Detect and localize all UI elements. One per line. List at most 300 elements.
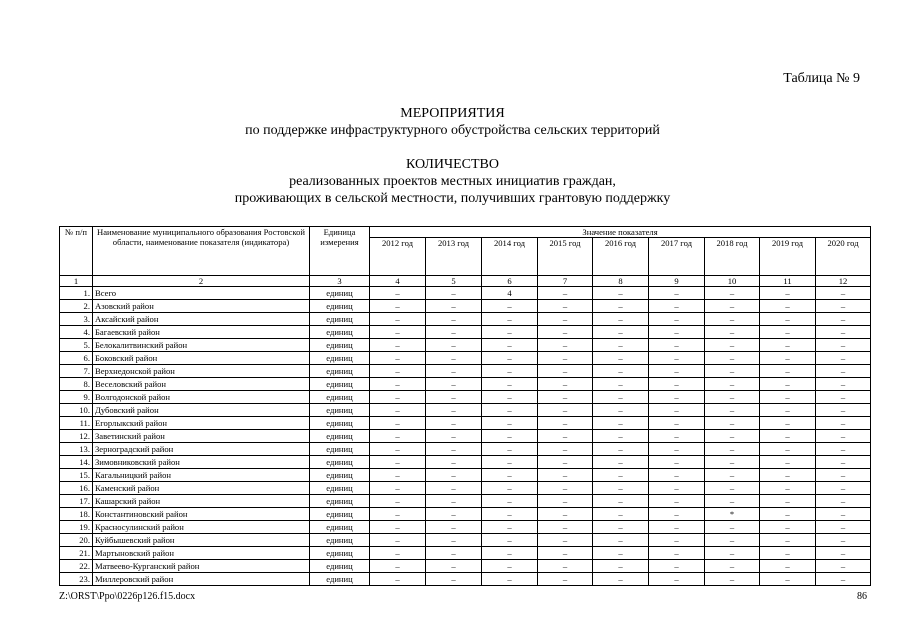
- row-value: –: [705, 521, 760, 534]
- row-value: –: [426, 313, 482, 326]
- row-value: –: [426, 339, 482, 352]
- row-value: –: [816, 443, 871, 456]
- row-value: –: [370, 521, 426, 534]
- row-value: –: [426, 573, 482, 586]
- row-value: –: [705, 417, 760, 430]
- row-value: –: [538, 443, 593, 456]
- column-index-cell: 8: [593, 276, 649, 287]
- row-name: Егорлыкский район: [93, 417, 310, 430]
- row-value: –: [760, 534, 816, 547]
- row-value: –: [593, 313, 649, 326]
- row-name: Азовский район: [93, 300, 310, 313]
- row-value: –: [482, 378, 538, 391]
- table-row: [60, 417, 871, 430]
- row-value: –: [482, 326, 538, 339]
- column-index-cell: 9: [649, 276, 705, 287]
- row-value: –: [593, 482, 649, 495]
- row-value: –: [649, 521, 705, 534]
- row-value: –: [538, 417, 593, 430]
- column-index-cell: 10: [705, 276, 760, 287]
- row-value: –: [370, 404, 426, 417]
- row-value: –: [593, 417, 649, 430]
- table-row: [60, 430, 871, 443]
- row-value: –: [426, 469, 482, 482]
- row-value: –: [593, 573, 649, 586]
- row-name: Веселовский район: [93, 378, 310, 391]
- header-num: № п/п: [60, 227, 93, 276]
- row-name: Волгодонской район: [93, 391, 310, 404]
- column-index-cell: 4: [370, 276, 426, 287]
- row-value: –: [426, 391, 482, 404]
- header-values-group: Значение показателя: [370, 227, 871, 238]
- row-name: Багаевский район: [93, 326, 310, 339]
- row-name: Аксайский район: [93, 313, 310, 326]
- row-value: –: [705, 560, 760, 573]
- row-value: –: [649, 326, 705, 339]
- row-number: 3.: [60, 313, 93, 326]
- row-value: –: [705, 352, 760, 365]
- row-value: –: [816, 339, 871, 352]
- row-value: –: [816, 352, 871, 365]
- row-value: –: [538, 534, 593, 547]
- row-number: 5.: [60, 339, 93, 352]
- row-value: –: [370, 287, 426, 300]
- row-value: –: [705, 482, 760, 495]
- row-number: 16.: [60, 482, 93, 495]
- row-value: –: [760, 378, 816, 391]
- row-value: –: [593, 521, 649, 534]
- row-value: –: [816, 365, 871, 378]
- row-value: –: [816, 417, 871, 430]
- column-index-cell: 3: [310, 276, 370, 287]
- row-value: –: [649, 495, 705, 508]
- row-value: –: [593, 326, 649, 339]
- header-name: Наименование муниципального образования Ростовской области, наименование показателя (индикатора): [93, 227, 310, 276]
- row-value: –: [649, 534, 705, 547]
- column-index-cell: 2: [93, 276, 310, 287]
- row-value: –: [649, 352, 705, 365]
- row-value: –: [760, 339, 816, 352]
- column-index-cell: 7: [538, 276, 593, 287]
- row-value: –: [370, 573, 426, 586]
- row-value: –: [482, 404, 538, 417]
- row-value: –: [593, 404, 649, 417]
- row-value: –: [593, 430, 649, 443]
- row-value: –: [426, 482, 482, 495]
- row-value: –: [649, 287, 705, 300]
- row-value: –: [426, 547, 482, 560]
- row-name: Красносулинский район: [93, 521, 310, 534]
- row-value: –: [370, 547, 426, 560]
- row-unit: единиц: [310, 352, 370, 365]
- row-value: –: [705, 365, 760, 378]
- header-year: 2012 год: [370, 238, 426, 276]
- row-value: –: [370, 508, 426, 521]
- row-unit: единиц: [310, 521, 370, 534]
- row-value: –: [482, 417, 538, 430]
- table-row: [60, 404, 871, 417]
- row-value: –: [538, 300, 593, 313]
- row-value: –: [538, 547, 593, 560]
- row-unit: единиц: [310, 456, 370, 469]
- row-value: –: [593, 287, 649, 300]
- row-number: 2.: [60, 300, 93, 313]
- row-unit: единиц: [310, 417, 370, 430]
- row-value: –: [649, 508, 705, 521]
- row-value: –: [593, 378, 649, 391]
- table-row: [60, 495, 871, 508]
- table-row: [60, 287, 871, 300]
- row-value: –: [816, 378, 871, 391]
- row-value: –: [593, 339, 649, 352]
- row-unit: единиц: [310, 573, 370, 586]
- row-value: –: [482, 430, 538, 443]
- row-value: –: [538, 573, 593, 586]
- row-name: Всего: [93, 287, 310, 300]
- row-value: –: [760, 560, 816, 573]
- row-value: –: [705, 573, 760, 586]
- row-name: Кашарский район: [93, 495, 310, 508]
- row-value: –: [649, 313, 705, 326]
- row-value: –: [593, 391, 649, 404]
- row-value: –: [370, 430, 426, 443]
- row-value: –: [538, 469, 593, 482]
- row-value: –: [426, 326, 482, 339]
- row-number: 20.: [60, 534, 93, 547]
- row-number: 15.: [60, 469, 93, 482]
- row-unit: единиц: [310, 378, 370, 391]
- row-value: –: [482, 443, 538, 456]
- row-unit: единиц: [310, 547, 370, 560]
- heading-quantity-line1: реализованных проектов местных инициатив граждан,: [289, 174, 616, 189]
- row-value: –: [760, 521, 816, 534]
- row-value: –: [760, 352, 816, 365]
- row-value: –: [482, 300, 538, 313]
- row-value: –: [705, 443, 760, 456]
- table-row: [60, 300, 871, 313]
- row-value: –: [649, 547, 705, 560]
- row-value: –: [649, 469, 705, 482]
- row-unit: единиц: [310, 391, 370, 404]
- row-value: –: [538, 521, 593, 534]
- table-row: [60, 573, 871, 586]
- row-name: Боковский район: [93, 352, 310, 365]
- row-value: –: [538, 560, 593, 573]
- row-number: 17.: [60, 495, 93, 508]
- row-value: –: [593, 352, 649, 365]
- row-unit: единиц: [310, 508, 370, 521]
- row-value: –: [760, 456, 816, 469]
- table-row: [60, 443, 871, 456]
- row-value: –: [816, 547, 871, 560]
- row-value: –: [482, 482, 538, 495]
- row-name: Зимовниковский район: [93, 456, 310, 469]
- row-value: –: [649, 456, 705, 469]
- row-value: –: [649, 300, 705, 313]
- row-value: –: [370, 378, 426, 391]
- header-year: 2014 год: [482, 238, 538, 276]
- row-name: Дубовский район: [93, 404, 310, 417]
- row-value: –: [816, 495, 871, 508]
- row-value: –: [816, 326, 871, 339]
- row-number: 13.: [60, 443, 93, 456]
- row-value: –: [593, 495, 649, 508]
- row-value: –: [705, 300, 760, 313]
- row-value: –: [649, 443, 705, 456]
- row-value: –: [816, 521, 871, 534]
- row-number: 18.: [60, 508, 93, 521]
- row-value: –: [593, 365, 649, 378]
- heading-quantity-title: КОЛИЧЕСТВО: [406, 157, 499, 172]
- row-unit: единиц: [310, 430, 370, 443]
- row-number: 23.: [60, 573, 93, 586]
- table-row: [60, 469, 871, 482]
- row-value: –: [593, 547, 649, 560]
- row-number: 19.: [60, 521, 93, 534]
- row-value: –: [816, 573, 871, 586]
- row-number: 10.: [60, 404, 93, 417]
- row-value: –: [538, 495, 593, 508]
- row-value: –: [538, 456, 593, 469]
- row-value: –: [538, 404, 593, 417]
- heading-measures-title: МЕРОПРИЯТИЯ: [400, 106, 505, 121]
- footer-file-path: Z:\ORST\Ppo\0226p126.f15.docx: [59, 591, 196, 602]
- row-value: –: [370, 391, 426, 404]
- row-value: –: [426, 443, 482, 456]
- header-year: 2018 год: [705, 238, 760, 276]
- row-value: –: [593, 469, 649, 482]
- row-value: –: [593, 560, 649, 573]
- row-value: –: [593, 456, 649, 469]
- row-value: –: [816, 430, 871, 443]
- row-value: –: [370, 313, 426, 326]
- row-value: –: [649, 404, 705, 417]
- row-value: –: [426, 378, 482, 391]
- row-value: –: [760, 469, 816, 482]
- row-number: 8.: [60, 378, 93, 391]
- row-value: –: [426, 404, 482, 417]
- row-value: –: [482, 534, 538, 547]
- table-row: [60, 352, 871, 365]
- row-value: –: [426, 300, 482, 313]
- row-value: –: [760, 495, 816, 508]
- row-value: –: [370, 482, 426, 495]
- row-value: –: [538, 365, 593, 378]
- row-number: 9.: [60, 391, 93, 404]
- row-value: –: [538, 287, 593, 300]
- table-row: [60, 339, 871, 352]
- row-value: –: [482, 573, 538, 586]
- table-row: [60, 482, 871, 495]
- row-unit: единиц: [310, 404, 370, 417]
- row-value: –: [538, 378, 593, 391]
- row-value: –: [649, 365, 705, 378]
- row-value: –: [593, 443, 649, 456]
- row-name: Белокалитвинский район: [93, 339, 310, 352]
- row-value: –: [760, 508, 816, 521]
- row-value: –: [370, 469, 426, 482]
- header-year: 2015 год: [538, 238, 593, 276]
- row-value: –: [482, 339, 538, 352]
- row-unit: единиц: [310, 443, 370, 456]
- table-row: [60, 326, 871, 339]
- row-value: –: [649, 391, 705, 404]
- row-unit: единиц: [310, 534, 370, 547]
- row-name: Верхнедонской район: [93, 365, 310, 378]
- row-value: –: [816, 469, 871, 482]
- row-value: –: [426, 430, 482, 443]
- row-value: –: [705, 469, 760, 482]
- row-value: –: [482, 547, 538, 560]
- row-number: 22.: [60, 560, 93, 573]
- header-year: 2019 год: [760, 238, 816, 276]
- row-value: –: [816, 508, 871, 521]
- row-value: 4: [482, 287, 538, 300]
- row-number: 12.: [60, 430, 93, 443]
- row-value: –: [816, 313, 871, 326]
- row-value: –: [649, 430, 705, 443]
- table-row: [60, 508, 871, 521]
- row-value: –: [370, 365, 426, 378]
- row-value: –: [426, 352, 482, 365]
- row-name: Константиновский район: [93, 508, 310, 521]
- heading-measures: [0, 105, 905, 139]
- row-unit: единиц: [310, 560, 370, 573]
- row-number: 14.: [60, 456, 93, 469]
- table-number-label: Таблица № 9: [783, 71, 860, 86]
- row-unit: единиц: [310, 339, 370, 352]
- row-value: –: [705, 378, 760, 391]
- row-value: –: [482, 456, 538, 469]
- row-value: –: [649, 339, 705, 352]
- row-value: –: [538, 391, 593, 404]
- row-value: –: [482, 495, 538, 508]
- row-unit: единиц: [310, 300, 370, 313]
- row-value: –: [760, 573, 816, 586]
- row-value: –: [760, 391, 816, 404]
- row-value: –: [426, 365, 482, 378]
- row-value: –: [705, 534, 760, 547]
- header-unit: Единица измерения: [310, 227, 370, 276]
- row-value: –: [649, 378, 705, 391]
- row-value: –: [760, 443, 816, 456]
- row-name: Заветинский район: [93, 430, 310, 443]
- row-value: –: [705, 339, 760, 352]
- row-name: Матвеево-Курганский район: [93, 560, 310, 573]
- row-value: –: [370, 534, 426, 547]
- table-row: [60, 534, 871, 547]
- row-value: –: [538, 430, 593, 443]
- row-value: –: [426, 495, 482, 508]
- row-value: –: [482, 521, 538, 534]
- header-year: 2020 год: [816, 238, 871, 276]
- row-value: –: [649, 417, 705, 430]
- row-value: –: [593, 300, 649, 313]
- row-value: –: [705, 326, 760, 339]
- table-row: [60, 456, 871, 469]
- row-value: –: [816, 391, 871, 404]
- row-value: –: [482, 508, 538, 521]
- row-unit: единиц: [310, 482, 370, 495]
- row-unit: единиц: [310, 313, 370, 326]
- row-value: –: [538, 326, 593, 339]
- row-value: –: [538, 482, 593, 495]
- projects-table: [59, 226, 871, 586]
- row-name: Куйбышевский район: [93, 534, 310, 547]
- table-row: [60, 365, 871, 378]
- row-value: –: [760, 417, 816, 430]
- row-value: –: [538, 313, 593, 326]
- footer-page-number: 86: [857, 591, 867, 602]
- row-value: –: [705, 313, 760, 326]
- row-unit: единиц: [310, 326, 370, 339]
- row-unit: единиц: [310, 365, 370, 378]
- row-value: –: [426, 287, 482, 300]
- heading-quantity-line2: проживающих в сельской местности, получивших грантовую поддержку: [234, 191, 671, 206]
- table-row: [60, 547, 871, 560]
- row-value: –: [370, 339, 426, 352]
- header-year: 2013 год: [426, 238, 482, 276]
- column-index-cell: 11: [760, 276, 816, 287]
- row-value: –: [760, 430, 816, 443]
- row-value: –: [760, 404, 816, 417]
- row-value: –: [482, 560, 538, 573]
- row-name: Миллеровский район: [93, 573, 310, 586]
- row-value: –: [816, 300, 871, 313]
- row-value: –: [426, 417, 482, 430]
- row-value: –: [760, 300, 816, 313]
- row-value: –: [370, 417, 426, 430]
- column-index-cell: 1: [60, 276, 93, 287]
- row-value: –: [816, 482, 871, 495]
- row-value: –: [705, 287, 760, 300]
- row-value: –: [370, 443, 426, 456]
- table-row: [60, 521, 871, 534]
- row-value: –: [426, 521, 482, 534]
- row-value: –: [705, 391, 760, 404]
- row-value: –: [649, 482, 705, 495]
- row-value: –: [705, 430, 760, 443]
- row-value: –: [538, 352, 593, 365]
- row-name: Зерноградский район: [93, 443, 310, 456]
- row-unit: единиц: [310, 287, 370, 300]
- row-value: –: [370, 456, 426, 469]
- row-value: –: [426, 534, 482, 547]
- row-value: –: [705, 547, 760, 560]
- row-value: –: [370, 300, 426, 313]
- row-value: –: [649, 573, 705, 586]
- row-value: –: [482, 352, 538, 365]
- column-index-cell: 6: [482, 276, 538, 287]
- table-row: [60, 391, 871, 404]
- row-unit: единиц: [310, 469, 370, 482]
- row-value: –: [816, 404, 871, 417]
- row-name: Мартыновский район: [93, 547, 310, 560]
- row-unit: единиц: [310, 495, 370, 508]
- table-row: [60, 313, 871, 326]
- row-value: –: [426, 508, 482, 521]
- row-number: 11.: [60, 417, 93, 430]
- row-value: –: [370, 352, 426, 365]
- row-number: 21.: [60, 547, 93, 560]
- row-value: –: [482, 469, 538, 482]
- heading-quantity: [0, 156, 905, 207]
- row-value: –: [705, 456, 760, 469]
- row-name: Кагальницкий район: [93, 469, 310, 482]
- column-index-cell: 5: [426, 276, 482, 287]
- row-number: 4.: [60, 326, 93, 339]
- row-value: –: [370, 560, 426, 573]
